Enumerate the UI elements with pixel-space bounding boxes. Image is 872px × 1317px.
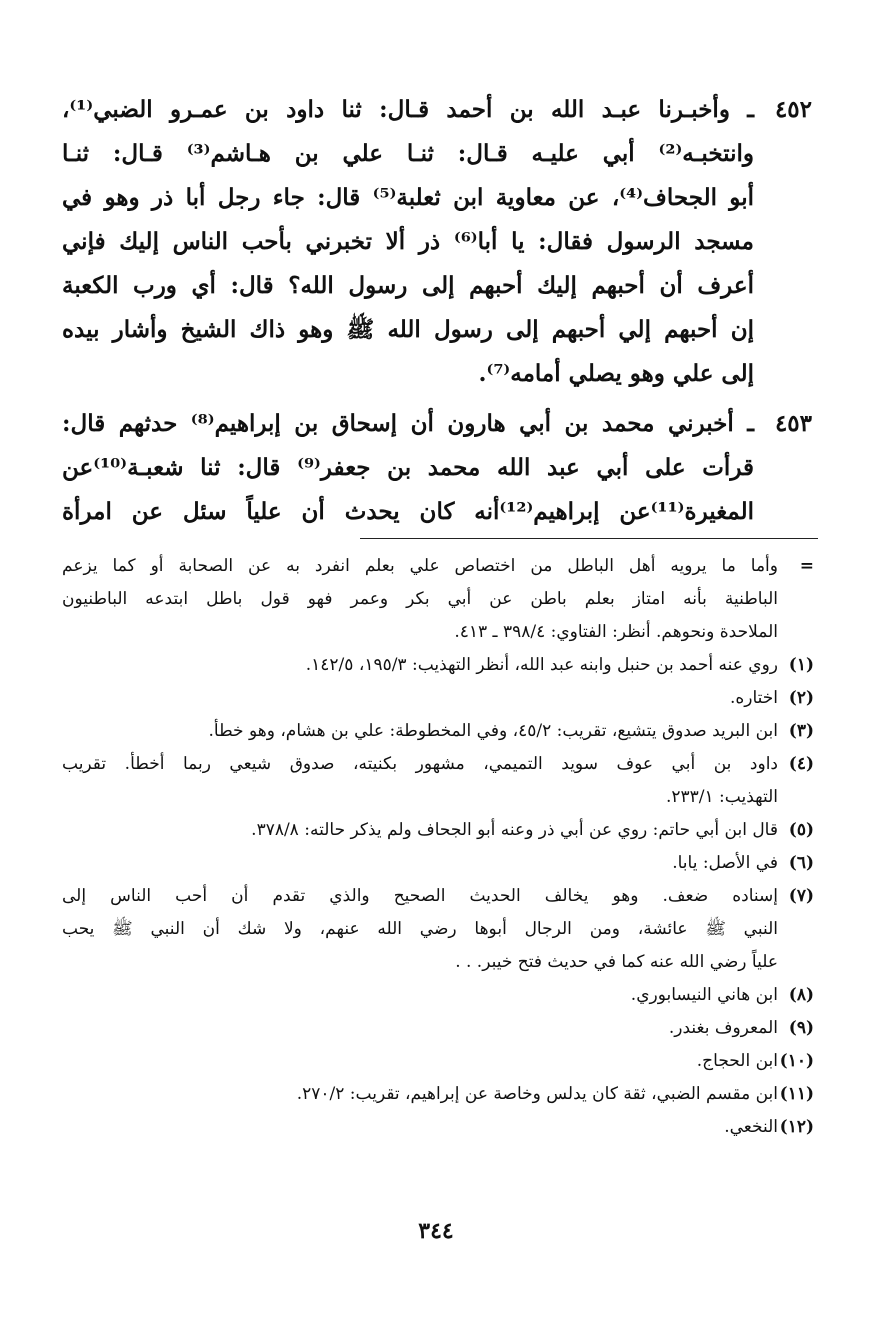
footnote-text: علياً رضي الله عنه كما في حديث فتح خيبر. . .	[455, 952, 778, 972]
footnote-text: النبي ﷺ عائشة، ومن الرجال أبوها رضي الله عنهم، ولا شك أن النبي ﷺ يحب	[62, 919, 778, 939]
entry-line	[62, 490, 812, 534]
entry-line	[62, 176, 812, 220]
footnote-line	[62, 682, 814, 715]
footnote-text: داود بن أبي عوف سويد التميمي، مشهور بكنيته، صدوق شيعي ربما أخطأ. تقريب	[62, 754, 778, 774]
entry-line	[62, 132, 812, 176]
footnote-marker: (٣)	[788, 721, 814, 741]
footnote-text: في الأصل: يابا.	[672, 853, 778, 873]
footnote-line	[62, 583, 814, 616]
footnote-text: الباطنية بأنه امتاز بعلم باطن عن أبي بكر وعمر فهو قول باطل ابتدعه الباطنيون	[62, 589, 778, 609]
entry-text: إن أحبهم إلي أحبهم إلى رسول الله ﷺ وهو ذاك الشيخ وأشار بيده	[62, 316, 754, 343]
footnote-text: التهذيب: ٢٣٣/١.	[665, 787, 778, 807]
footnote-marker: (٩)	[788, 1018, 814, 1038]
footnote-line	[62, 1045, 814, 1078]
footnote-marker: (١١)	[779, 1084, 814, 1104]
footnote-line	[62, 913, 814, 946]
footnote-line	[62, 979, 814, 1012]
entry-line	[62, 220, 812, 264]
footnote-marker: (٥)	[788, 820, 814, 840]
footnote-marker: =	[799, 556, 814, 576]
entry-number: ٤٥٢	[774, 96, 812, 123]
footnote-text: روي عنه أحمد بن حنبل وابنه عبد الله، أنظر التهذيب: ١٩٥/٣، ١٤٢/٥.	[305, 655, 778, 675]
footnote-marker: (٦)	[788, 853, 814, 873]
footnote-marker: (٢)	[788, 688, 814, 708]
footnote-text: إسناده ضعف. وهو يخالف الحديث الصحيح والذي تقدم أن أحب الناس إلى	[62, 886, 778, 906]
footnote-text: النخعي.	[724, 1117, 778, 1137]
footnote-text: قال ابن أبي حاتم: روي عن أبي ذر وعنه أبو الجحاف ولم يذكر حالته: ٣٧٨/٨.	[251, 820, 778, 840]
hadith-entry-452	[62, 88, 812, 396]
footnote-line	[62, 781, 814, 814]
entry-line	[62, 88, 812, 132]
entry-text: مسجد الرسول فقال: يا أبا⁽⁶⁾ ذر ألا تخبرني بأحب الناس إليك فإني	[62, 228, 754, 255]
footnotes	[62, 550, 814, 1144]
footnote-text: ابن هاني النيسابوري.	[630, 985, 778, 1005]
footnote-marker: (٤)	[788, 754, 814, 774]
footnote-marker: (٧)	[788, 886, 814, 906]
footnote-line	[62, 1078, 814, 1111]
footnote-text: المعروف بغندر.	[668, 1018, 778, 1038]
entry-number: ٤٥٣	[774, 410, 812, 437]
entry-line	[62, 402, 812, 446]
footnote-marker: (١٢)	[779, 1117, 814, 1137]
entry-line	[62, 308, 812, 352]
footnote-line	[62, 550, 814, 583]
footnote-line	[62, 649, 814, 682]
footnote-marker: (١٠)	[779, 1051, 814, 1071]
footnote-line	[62, 748, 814, 781]
footnote-text: اختاره.	[729, 688, 778, 708]
entry-line	[62, 446, 812, 490]
entry-text: ـ وأخبـرنا عبـد الله بن أحمد قـال: ثنا داود بن عمـرو الضبي⁽¹⁾،	[62, 96, 754, 123]
footnote-line	[62, 814, 814, 847]
entry-line	[62, 352, 812, 396]
footnote-separator-rule	[360, 538, 818, 539]
footnote-line	[62, 847, 814, 880]
footnote-text: الملاحدة ونحوهم. أنظر: الفتاوي: ٣٩٨/٤ ـ ٤١٣.	[454, 622, 778, 642]
footnote-text: ابن مقسم الضبي، ثقة كان يدلس وخاصة عن إبراهيم، تقريب: ٢٧٠/٢.	[296, 1084, 778, 1104]
hadith-entry-453	[62, 402, 812, 534]
footnote-marker: (١)	[788, 655, 814, 675]
footnote-line	[62, 946, 814, 979]
entry-line	[62, 264, 812, 308]
page-number: ٣٤٤	[418, 1218, 454, 1244]
entry-text: قرأت على أبي عبد الله محمد بن جعفر⁽⁹⁾ قال: ثنا شعبـة⁽¹⁰⁾عن	[62, 454, 755, 481]
footnote-marker: (٨)	[788, 985, 814, 1005]
entry-text: المغيرة⁽¹¹⁾عن إبراهيم⁽¹²⁾أنه كان يحدث أن علياً سئل عن امرأة	[62, 498, 754, 525]
footnote-text: وأما ما يرويه أهل الباطل من اختصاص علي بعلم انفرد به عن الصحابة أو كما يزعم	[62, 556, 778, 576]
entry-text: ـ أخبرني محمد بن أبي هارون أن إسحاق بن إبراهيم⁽⁸⁾ حدثهم قال:	[62, 410, 754, 437]
footnote-text: ابن الحجاج.	[696, 1051, 778, 1071]
footnote-line	[62, 1111, 814, 1144]
footnote-line	[62, 880, 814, 913]
entry-text: أعرف أن أحبهم إليك أحبهم إلى رسول الله؟ قال: أي ورب الكعبة	[62, 272, 754, 299]
entry-text: إلى علي وهو يصلي أمامه⁽⁷⁾.	[478, 360, 754, 387]
entry-text: أبو الجحاف⁽⁴⁾، عن معاوية ابن ثعلبة⁽⁵⁾ قال: جاء رجل أبا ذر وهو في	[62, 184, 754, 211]
footnote-line	[62, 715, 814, 748]
footnote-line	[62, 616, 814, 649]
footnote-line	[62, 1012, 814, 1045]
entry-text: وانتخبـه⁽²⁾ أبي عليـه قـال: ثنـا علي بن هـاشم⁽³⁾ قـال: ثنـا	[62, 140, 754, 167]
footnote-text: ابن البريد صدوق يتشيع، تقريب: ٤٥/٢، وفي المخطوطة: علي بن هشام، وهو خطأ.	[208, 721, 778, 741]
